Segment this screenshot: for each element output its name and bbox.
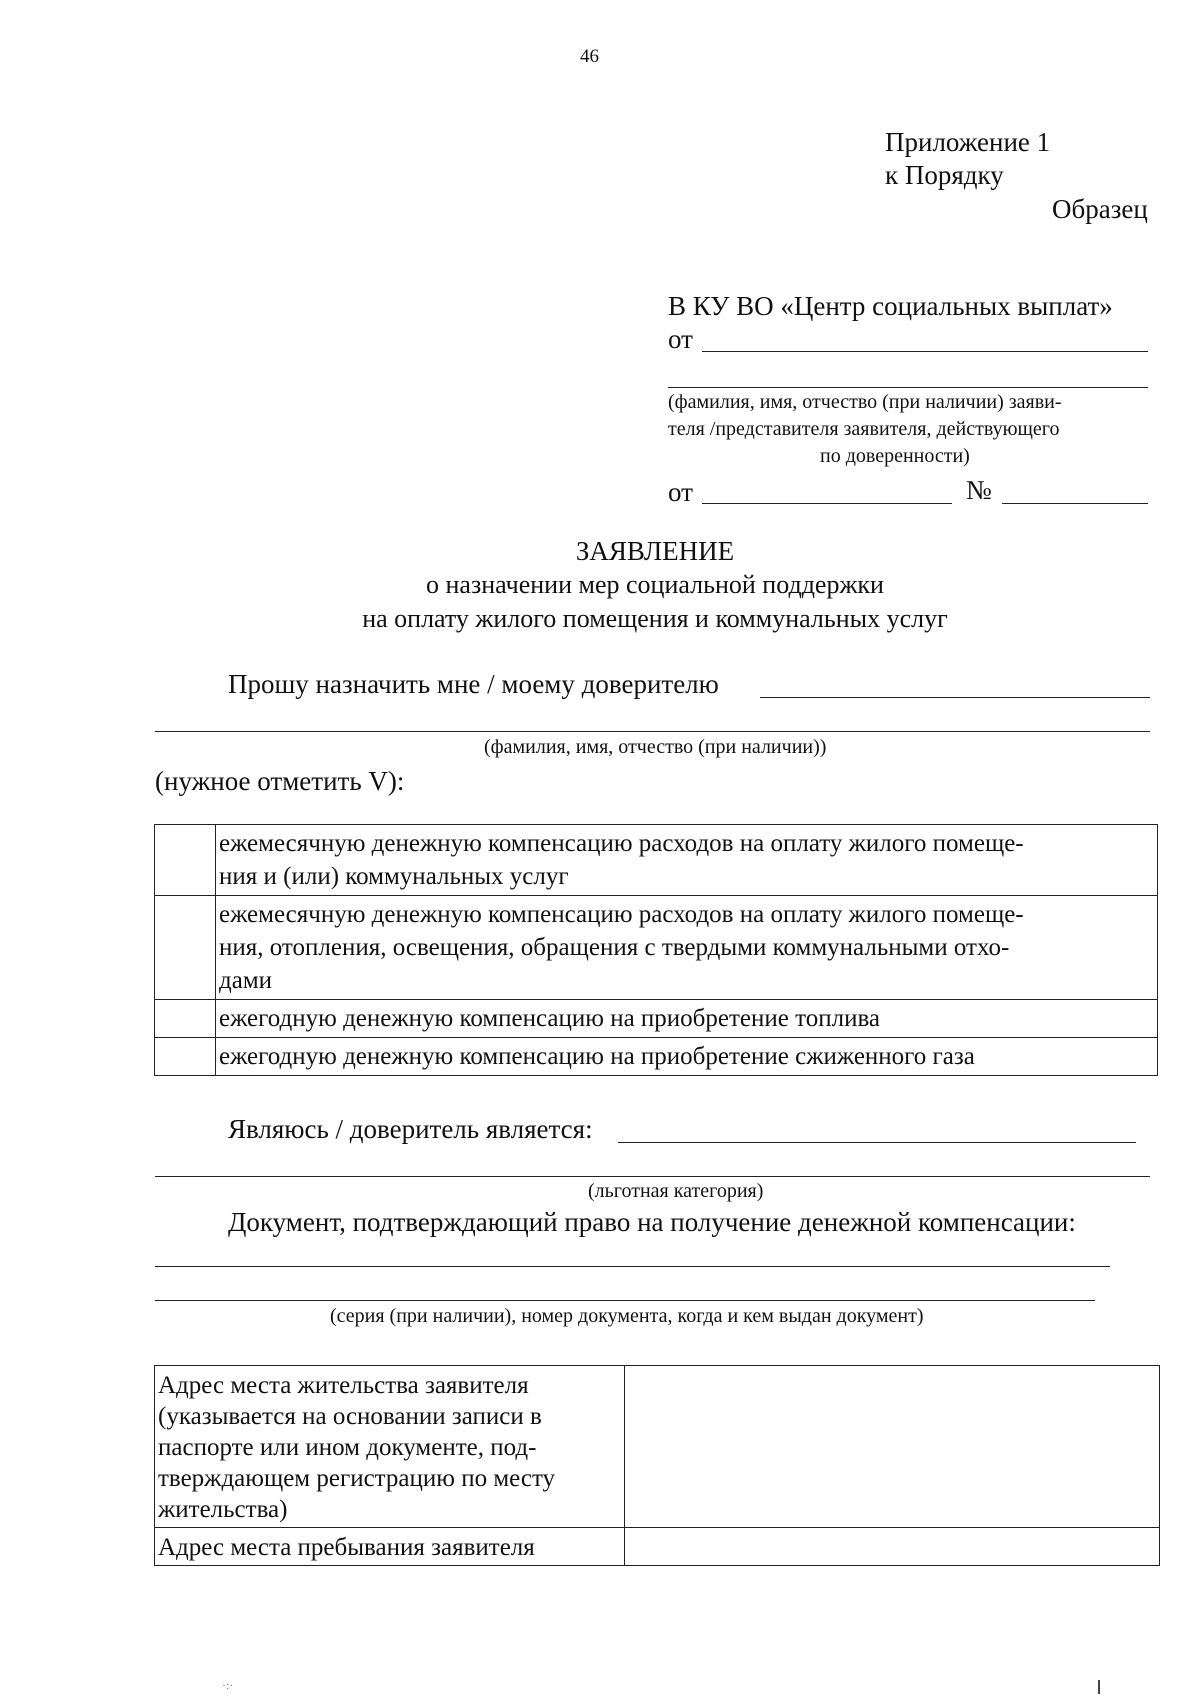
option-text (216, 1000, 1158, 1038)
page-number: 46 (580, 46, 599, 67)
category-caption: (льготная категория) (588, 1180, 764, 1202)
name-caption-line-2: теля /представителя заявителя, действующего (668, 418, 1060, 440)
residence-line: паспорте или ином документе, под- (158, 1434, 537, 1461)
scan-artifact-mark: ·:· (222, 1678, 234, 1692)
option-row (155, 825, 1158, 896)
option-row (155, 1000, 1158, 1038)
option-line: ежемесячную денежную компенсацию расходов на оплату жилого помеще- (219, 830, 1024, 857)
residence-line: жительства) (158, 1496, 288, 1523)
option-checkbox[interactable] (155, 896, 216, 1000)
date-label: от (668, 477, 693, 507)
stay-address-field[interactable] (625, 1528, 1160, 1566)
option-checkbox[interactable] (155, 825, 216, 896)
document-title: ЗАЯВЛЕНИЕ (575, 536, 735, 566)
document-caption: (серия (при наличии), номер документа, когда и кем выдан документ) (330, 1305, 924, 1327)
residence-address-field[interactable] (625, 1366, 1160, 1528)
document-field-2[interactable] (155, 1300, 1095, 1301)
document-subtitle-1: о назначении мер социальной поддержки (426, 570, 884, 599)
addressee-to: В КУ ВО «Центр социальных выплат» (668, 291, 1113, 321)
option-line: дами (219, 967, 273, 994)
stay-label (155, 1528, 625, 1566)
mark-note: (нужное отметить V): (155, 766, 405, 796)
number-label: № (966, 475, 992, 505)
category-label: Являюсь / доверитель является: (228, 1114, 593, 1144)
applicant-name-field-2[interactable] (668, 387, 1148, 388)
option-line: ежегодную денежную компенсацию на приобретение топлива (219, 1005, 881, 1032)
option-row (155, 896, 1158, 1000)
option-line: ния, отопления, освещения, обращения с твердыми коммунальными отхо- (219, 934, 1010, 961)
document-field[interactable] (155, 1266, 1110, 1267)
options-table (154, 824, 1158, 1076)
sample-label: Образец (1052, 194, 1148, 224)
option-line: ния и (или) коммунальных услуг (219, 863, 569, 890)
address-row (155, 1366, 1160, 1528)
option-text (216, 1038, 1158, 1076)
residence-line: Адрес места жительства заявителя (158, 1372, 529, 1399)
option-text (216, 896, 1158, 1000)
principal-name-field[interactable] (760, 697, 1150, 698)
request-text: Прошу назначить мне / моему доверителю (228, 669, 719, 699)
applicant-name-field[interactable] (702, 351, 1148, 352)
principal-name-field-2[interactable] (155, 731, 1150, 732)
option-checkbox[interactable] (155, 1038, 216, 1076)
residence-label (155, 1366, 625, 1528)
option-line: ежемесячную денежную компенсацию расходов на оплату жилого помеще- (219, 901, 1024, 928)
category-field[interactable] (618, 1142, 1136, 1143)
stay-line: Адрес места пребывания заявителя (158, 1534, 535, 1561)
category-field-2[interactable] (155, 1176, 1150, 1177)
option-line: ежегодную денежную компенсацию на приобретение сжиженного газа (219, 1043, 975, 1070)
principal-name-caption: (фамилия, имя, отчество (при наличии)) (484, 736, 827, 758)
address-table (154, 1365, 1160, 1566)
appendix-line-2: к Порядку (885, 160, 1004, 190)
scan-artifact-line (1098, 1680, 1100, 1694)
address-row (155, 1528, 1160, 1566)
number-field[interactable] (1002, 503, 1148, 504)
option-text (216, 825, 1158, 896)
document-subtitle-2: на оплату жилого помещения и коммунальных услуг (362, 604, 948, 633)
date-field[interactable] (702, 503, 952, 504)
option-row (155, 1038, 1158, 1076)
name-caption-line-1: (фамилия, имя, отчество (при наличии) заяви- (668, 391, 1062, 413)
residence-line: тверждающем регистрацию по месту (158, 1465, 556, 1492)
residence-line: (указывается на основании записи в (158, 1403, 542, 1430)
option-checkbox[interactable] (155, 1000, 216, 1038)
name-caption-line-3: по доверенности) (820, 445, 970, 467)
appendix-line-1: Приложение 1 (885, 127, 1051, 157)
document-label: Документ, подтверждающий право на получение денежной компенсации: (228, 1207, 1076, 1237)
from-label: от (668, 324, 693, 354)
